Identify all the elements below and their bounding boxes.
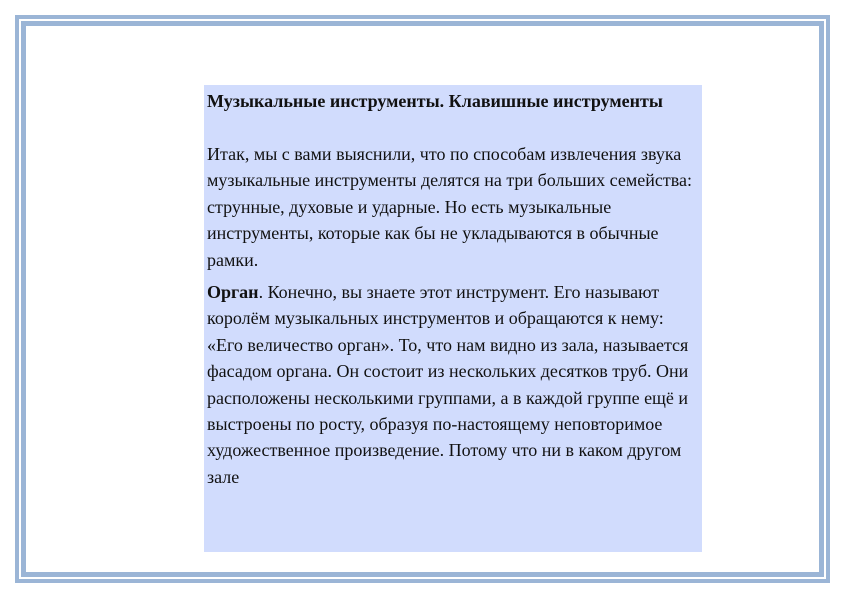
- document-title: Музыкальные инструменты. Клавишные инструменты: [207, 91, 663, 111]
- paragraph-intro-text: Итак, мы с вами выяснили, что по способам извлечения звука музыкальные инструменты делятся на три больших семейства: струнные, духовые и ударные. Но есть музыкальные инструменты, которые как бы не укладываются в обычные рамки.: [207, 144, 692, 270]
- paragraph-organ: [207, 279, 702, 490]
- paragraph-intro: [207, 141, 702, 273]
- paragraph-organ-lead: Орган: [207, 282, 259, 303]
- text-panel: [204, 85, 702, 552]
- paragraph-organ-text: . Конечно, вы знаете этот инструмент. Его называют королём музыкальных инструментов и обращаются к нему: «Его величество орган». То, что нам видно из зала, называется фасадом органа. Он состоит из нескольких десятков труб. Они расположены несколькими группами, а в каждой группе ещё и выстроены по росту, образуя по-настоящему неповторимое художественное произведение. Потому что ни в каком другом зале: [207, 282, 689, 487]
